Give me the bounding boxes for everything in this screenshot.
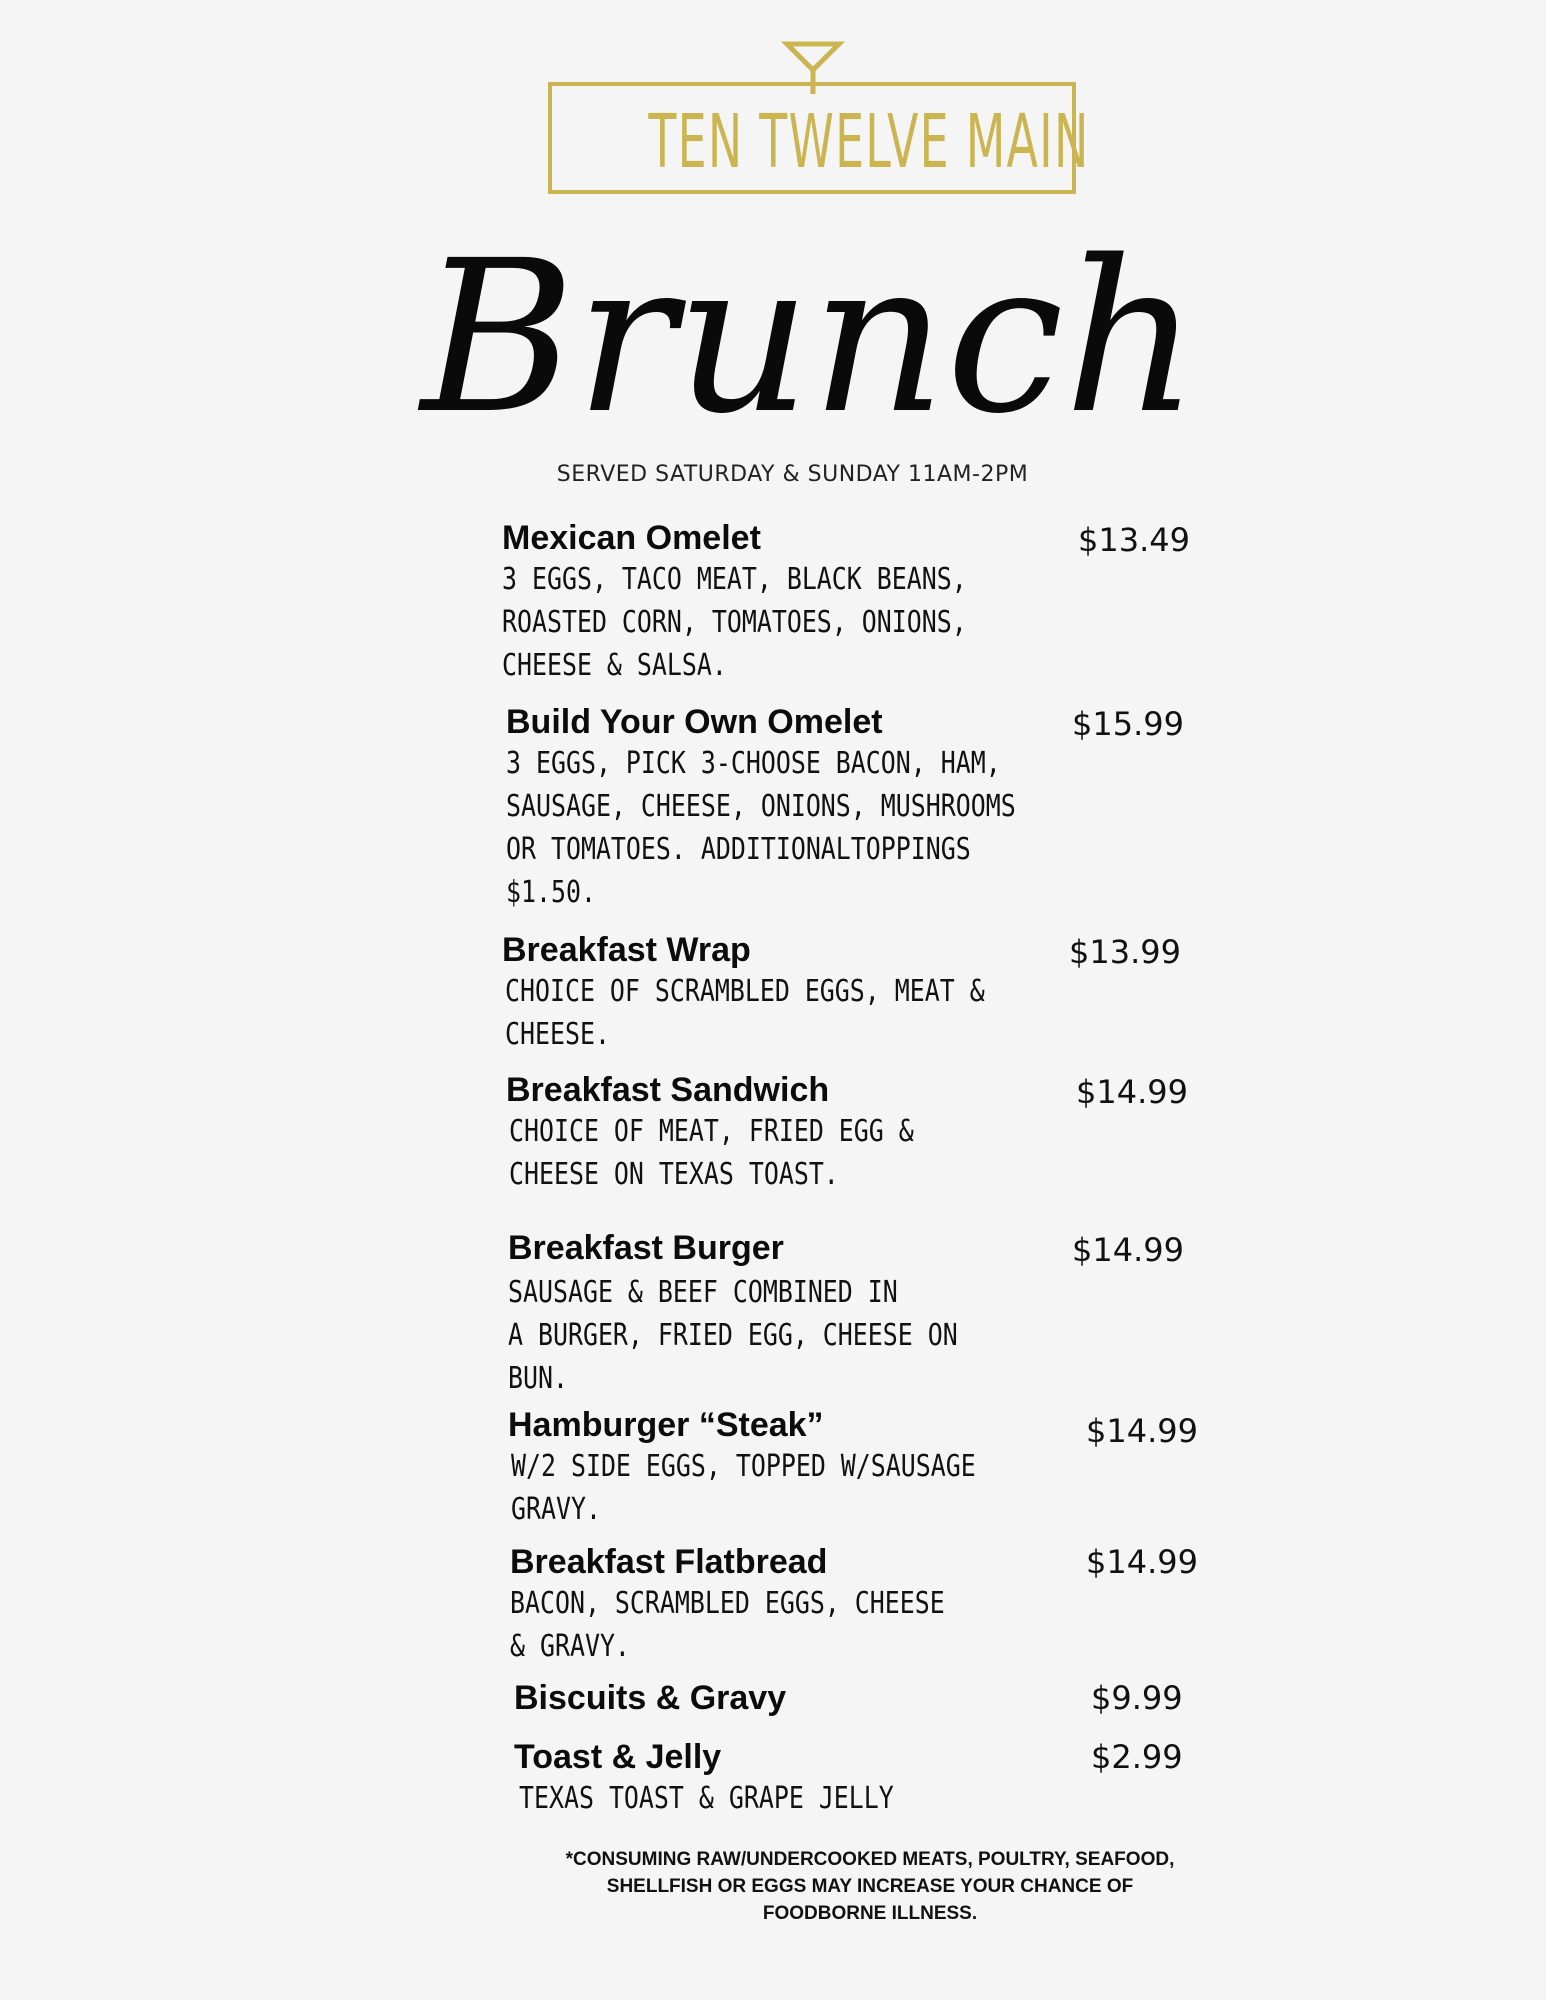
item-name: Biscuits & Gravy	[514, 1679, 787, 1717]
item-description: W/2 SIDE EGGS, TOPPED W/SAUSAGE GRAVY.	[511, 1449, 976, 1527]
item-price: $15.99	[1072, 705, 1184, 743]
item-description: BACON, SCRAMBLED EGGS, CHEESE & GRAVY.	[510, 1586, 945, 1664]
brunch-script-title	[420, 210, 1200, 470]
item-name: Breakfast Sandwich	[506, 1071, 830, 1109]
serving-hours: SERVED SATURDAY & SUNDAY 11AM-2PM	[556, 462, 1029, 487]
svg-text:Brunch: Brunch	[420, 215, 1200, 460]
item-description: 3 EGGS, PICK 3-CHOOSE BACON, HAM, SAUSAGE, CHEESE, ONIONS, MUSHROOMS OR TOMATOES. ADDITIONALTOPPINGS $1.50.	[506, 746, 1016, 910]
item-price: $14.99	[1086, 1412, 1198, 1450]
item-description: 3 EGGS, TACO MEAT, BLACK BEANS, ROASTED CORN, TOMATOES, ONIONS, CHEESE & SALSA.	[502, 562, 967, 683]
item-price: $14.99	[1072, 1231, 1184, 1269]
item-description: CHOICE OF MEAT, FRIED EGG & CHEESE ON TEXAS TOAST.	[509, 1114, 914, 1192]
logo-text: TEN TWELVE MAIN	[648, 99, 1090, 185]
item-price: $13.99	[1069, 933, 1181, 971]
food-safety-disclaimer: *CONSUMING RAW/UNDERCOOKED MEATS, POULTRY, SEAFOOD, SHELLFISH OR EGGS MAY INCREASE YOUR CHANCE OF FOODBORNE ILLNESS.	[565, 1849, 1175, 1924]
item-price: $14.99	[1086, 1543, 1198, 1581]
page-title	[420, 210, 1200, 470]
item-price: $13.49	[1078, 521, 1190, 559]
item-description: SAUSAGE & BEEF COMBINED IN A BURGER, FRIED EGG, CHEESE ON BUN.	[508, 1275, 958, 1396]
item-name: Hamburger “Steak”	[508, 1406, 824, 1444]
item-description: CHOICE OF SCRAMBLED EGGS, MEAT & CHEESE.	[505, 974, 985, 1052]
item-name: Breakfast Flatbread	[510, 1543, 828, 1581]
item-price: $14.99	[1076, 1073, 1188, 1111]
item-description: TEXAS TOAST & GRAPE JELLY	[519, 1781, 894, 1816]
item-price: $9.99	[1091, 1679, 1183, 1717]
item-name: Breakfast Burger	[508, 1229, 784, 1267]
item-name: Toast & Jelly	[514, 1738, 722, 1776]
item-name: Breakfast Wrap	[502, 931, 751, 969]
item-name: Build Your Own Omelet	[506, 703, 883, 741]
item-name: Mexican Omelet	[502, 519, 761, 557]
item-price: $2.99	[1091, 1738, 1183, 1776]
restaurant-logo	[548, 40, 1090, 200]
